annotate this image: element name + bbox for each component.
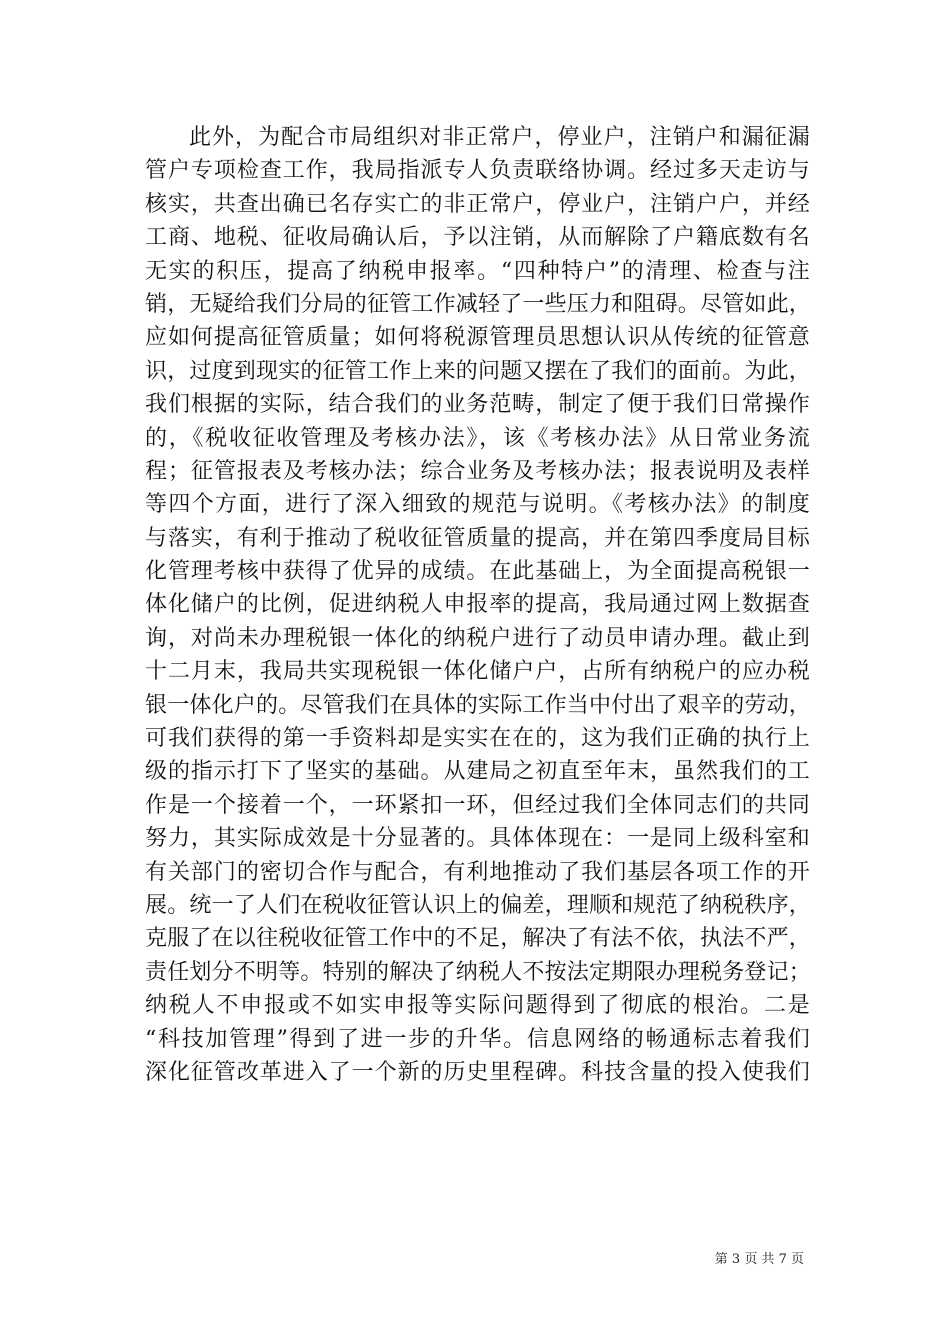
text-line: 银一体化户的。尽管我们在具体的实际工作当中付出了艰辛的劳动， [145,692,812,718]
text-line: 作是一个接着一个，一环紧扣一环，但经过我们全体同志们的共同 [145,792,810,818]
text-line: 深化征管改革进入了一个新的历史里程碑。科技含量的投入使我们 [145,1059,810,1085]
text-line: 应如何提高征管质量；如何将税源管理员思想认识从传统的征管意 [145,325,810,351]
text-line: 与落实，有利于推动了税收征管质量的提高，并在第四季度局目标 [145,525,810,551]
body-paragraph [145,121,810,1089]
text-line: 责任划分不明等。特别的解决了纳税人不按法定期限办理税务登记； [145,959,812,985]
text-line: 体化储户的比例，促进纳税人申报率的提高，我局通过网上数据查 [145,592,810,618]
text-line: 展。统一了人们在税收征管认识上的偏差，理顺和规范了纳税秩序， [145,892,812,918]
text-line: 工商、地税、征收局确认后，予以注销，从而解除了户籍底数有名 [145,225,810,251]
text-line: 有关部门的密切合作与配合，有利地推动了我们基层各项工作的开 [145,859,810,885]
text-line: 我们根据的实际，结合我们的业务范畴，制定了便于我们日常操作 [145,392,810,418]
text-line: 识，过度到现实的征管工作上来的问题又摆在了我们的面前。为此， [145,358,812,384]
text-line: 的，《税收征收管理及考核办法》，该《考核办法》从日常业务流 [145,425,810,451]
text-line: 十二月末，我局共实现税银一体化储户户，占所有纳税户的应办税 [145,659,810,685]
text-line: 可我们获得的第一手资料却是实实在在的，这为我们正确的执行上 [145,726,810,752]
text-line: 此外，为配合市局组织对非正常户，停业户，注销户和漏征漏 [189,125,810,150]
text-line: 管户专项检查工作，我局指派专人负责联络协调。经过多天走访与 [145,158,810,184]
text-line: 努力，其实际成效是十分显著的。具体体现在：一是同上级科室和 [145,826,810,852]
text-line: 询，对尚未办理税银一体化的纳税户进行了动员申请办理。截止到 [145,625,810,651]
page-number-footer: 第 3 页 共 7 页 [714,1252,804,1267]
text-line: 纳税人不申报或不如实申报等实际问题得到了彻底的根治。二是 [145,993,810,1019]
text-line: 核实，共查出确已名存实亡的非正常户，停业户，注销户户，并经 [145,191,810,217]
text-line: 程；征管报表及考核办法；综合业务及考核办法；报表说明及表样 [145,458,810,484]
text-line: 化管理考核中获得了优异的成绩。在此基础上，为全面提高税银一 [145,559,810,585]
text-line: 无实的积压，提高了纳税申报率。“四种特户”的清理、检查与注 [145,258,810,284]
text-line: 等四个方面，进行了深入细致的规范与说明。《考核办法》的制度 [145,492,810,518]
text-line: 级的指示打下了坚实的基础。从建局之初直至年末，虽然我们的工 [145,759,810,785]
text-line: 销，无疑给我们分局的征管工作减轻了一些压力和阻碍。尽管如此， [145,291,812,317]
text-line: 克服了在以往税收征管工作中的不足，解决了有法不依，执法不严， [145,926,812,952]
text-line: “科技加管理”得到了进一步的升华。信息网络的畅通标志着我们 [145,1026,810,1052]
